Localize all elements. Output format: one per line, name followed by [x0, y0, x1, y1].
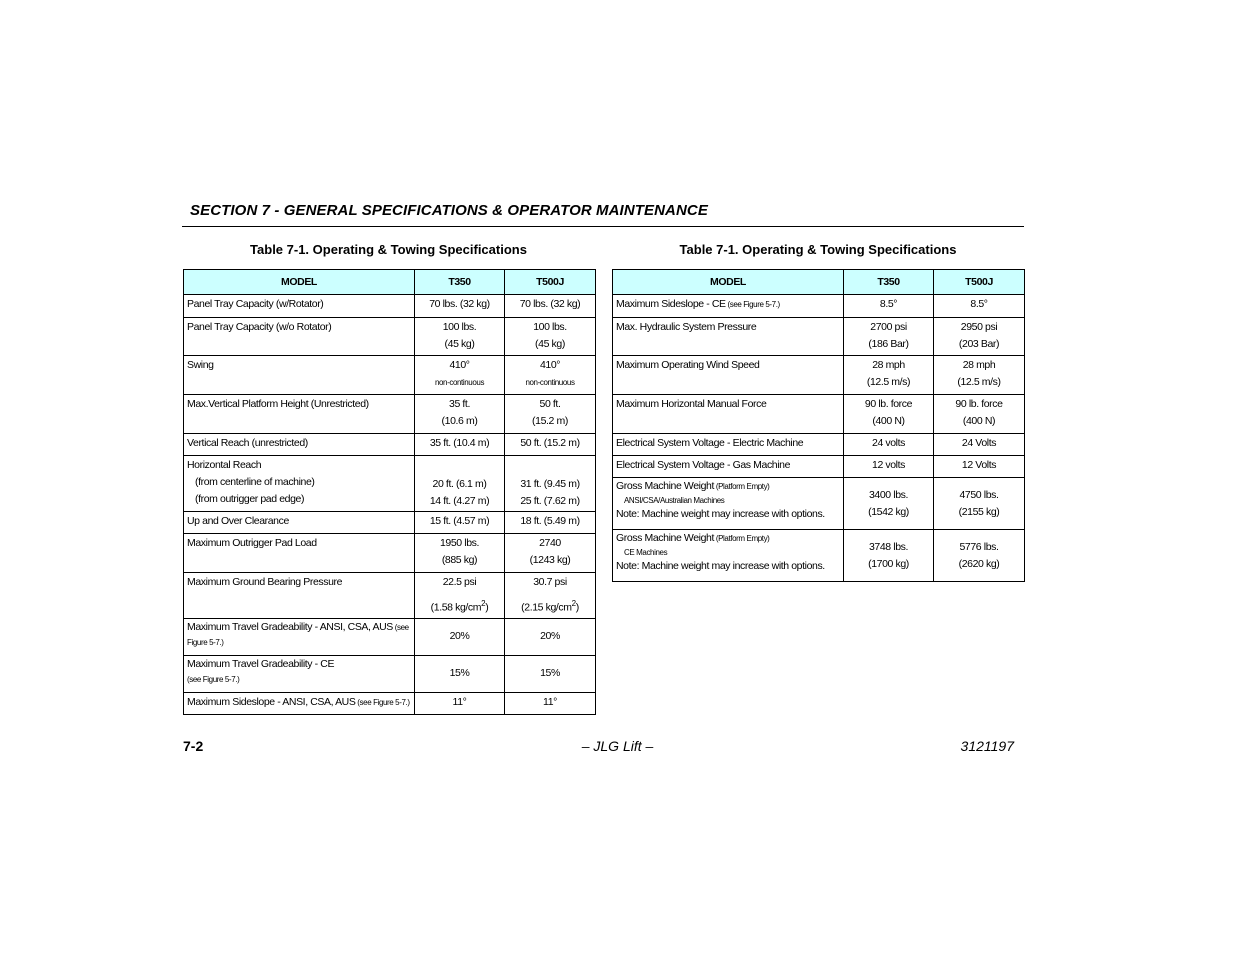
- value-line: 4750 lbs.: [959, 488, 999, 501]
- row-label-line: [616, 479, 840, 494]
- t500j-value: 15%: [505, 655, 596, 692]
- col-header-t500j: T500J: [934, 270, 1025, 295]
- row-label: Panel Tray Capacity (w/Rotator): [184, 295, 415, 318]
- row-label: [613, 295, 844, 318]
- value-line: 3400 lbs.: [868, 488, 908, 501]
- value-line: (15.2 m): [532, 415, 568, 427]
- t350-value: 24 volts: [844, 434, 934, 456]
- table-row: [184, 655, 596, 692]
- value-line: (45 kg): [535, 338, 565, 350]
- row-label: Vertical Reach (unrestricted): [184, 434, 415, 456]
- row-label: [184, 655, 415, 692]
- t350-value: 15 ft. (4.57 m): [415, 512, 505, 534]
- t350-value: [415, 356, 505, 395]
- value-line: 50 ft.: [539, 398, 561, 410]
- table-row: [613, 318, 1025, 356]
- table-row: [184, 512, 596, 534]
- row-label: [184, 456, 415, 512]
- value-line: 3748 lbs.: [868, 540, 908, 553]
- table-row: [613, 530, 1025, 582]
- table-row: [184, 434, 596, 456]
- row-label-main: Gross Machine Weight: [616, 532, 715, 544]
- t350-value: [415, 573, 505, 619]
- row-label-main: Gross Machine Weight: [616, 480, 715, 492]
- t350-value: [415, 534, 505, 573]
- value-line: (400 N): [962, 415, 996, 427]
- value-line: (203 Bar): [958, 338, 1000, 350]
- row-label: Electrical System Voltage - Gas Machine: [613, 456, 844, 478]
- t350-value: [844, 356, 934, 395]
- superscript: 2: [571, 599, 576, 608]
- value-line: (885 kg): [441, 554, 478, 566]
- value-line: 35 ft.: [449, 398, 470, 410]
- row-label-note: (see Figure 5-7.): [187, 622, 409, 647]
- table-row: [613, 456, 1025, 478]
- value-line: 28 mph: [962, 359, 996, 371]
- col-header-t350: T350: [844, 270, 934, 295]
- t500j-value: 24 Volts: [934, 434, 1025, 456]
- t500j-value: 12 Volts: [934, 456, 1025, 478]
- t500j-value: [505, 356, 596, 395]
- value-line: (2155 kg): [958, 505, 1000, 518]
- value-line: (400 N): [872, 415, 905, 427]
- value-line: 28 mph: [872, 359, 905, 371]
- left-table-caption: Table 7-1. Operating & Towing Specifications: [250, 242, 527, 257]
- table-row: [613, 434, 1025, 456]
- table-row: [184, 534, 596, 573]
- t500j-value: [934, 530, 1025, 582]
- row-label: Max.Vertical Platform Height (Unrestricted): [184, 395, 415, 434]
- value-line: 22.5 psi: [442, 576, 477, 588]
- row-label: Electrical System Voltage - Electric Machine: [613, 434, 844, 456]
- row-label: Max. Hydraulic System Pressure: [613, 318, 844, 356]
- col-header-model: MODEL: [184, 270, 415, 295]
- value-line: (1243 kg): [529, 554, 571, 566]
- t500j-value: [934, 478, 1025, 530]
- table-row: [613, 295, 1025, 318]
- table-row: [613, 356, 1025, 395]
- table-row: [184, 692, 596, 714]
- t500j-value: [934, 395, 1025, 434]
- value-text: (1.58 kg/cm: [430, 601, 482, 614]
- table-row: [184, 395, 596, 434]
- value-line: (1700 kg): [868, 557, 909, 570]
- row-label: Panel Tray Capacity (w/o Rotator): [184, 318, 415, 356]
- value-line: (10.6 m): [441, 415, 478, 427]
- table-row: [184, 295, 596, 318]
- t350-value: 20%: [415, 618, 505, 655]
- t500j-value: [505, 456, 596, 512]
- row-label-main: Maximum Sideslope - CE: [616, 298, 726, 310]
- value-note: non-continuous: [525, 378, 575, 387]
- value-line: 30.7 psi: [533, 576, 567, 588]
- value-line: 2740: [539, 537, 561, 549]
- col-header-t500j: T500J: [505, 270, 596, 295]
- value-line: 5776 lbs.: [959, 540, 999, 553]
- row-label: Swing: [184, 356, 415, 395]
- t350-value: 15%: [415, 655, 505, 692]
- table-row: [184, 618, 596, 655]
- row-label-note: (Platform Empty): [714, 482, 770, 491]
- header-rule: [182, 226, 1024, 227]
- t350-value: [844, 530, 934, 582]
- value-line: [507, 595, 593, 617]
- row-label-note: (see Figure 5-7.): [187, 674, 240, 684]
- value-line: 90 lb. force: [864, 398, 913, 410]
- row-label: Maximum Outrigger Pad Load: [184, 534, 415, 573]
- value-line: 410°: [449, 359, 470, 371]
- value-line: (45 kg): [444, 338, 475, 350]
- row-label-sub: ANSI/CSA/Australian Machines: [624, 496, 725, 505]
- row-label-main: Maximum Travel Gradeability - ANSI, CSA, AUS: [187, 620, 393, 633]
- t500j-value: [505, 534, 596, 573]
- value-line: 2700 psi: [870, 321, 907, 333]
- table-row: [613, 395, 1025, 434]
- t500j-value: [505, 318, 596, 356]
- row-label-note-line: Note: Machine weight may increase with options.: [616, 508, 825, 520]
- row-label-main: Horizontal Reach: [187, 459, 262, 471]
- row-label: [613, 530, 844, 582]
- row-label-sub: (from centerline of machine): [195, 476, 315, 488]
- value-line: 100 lbs.: [533, 321, 567, 333]
- t500j-value: 8.5°: [934, 295, 1025, 318]
- t500j-value: [934, 318, 1025, 356]
- value-line: (12.5 m/s): [957, 376, 1001, 388]
- page-number: 7-2: [183, 738, 204, 754]
- value-line: (186 Bar): [868, 338, 909, 350]
- value-line: 20 ft. (6.1 m): [432, 478, 487, 490]
- row-label-note: (see Figure 5-7.): [725, 300, 780, 309]
- value-text: ): [485, 601, 489, 614]
- value-text: (2.15 kg/cm: [521, 601, 572, 614]
- row-label-main: Maximum Sideslope - ANSI, CSA, AUS: [187, 695, 356, 708]
- table-row: [184, 356, 596, 395]
- value-line: 1950 lbs.: [439, 537, 479, 549]
- t350-value: 11°: [415, 692, 505, 714]
- t500j-value: [505, 573, 596, 619]
- t350-value: [844, 478, 934, 530]
- value-line: (2620 kg): [958, 557, 1000, 570]
- t500j-value: 70 lbs. (32 kg): [505, 295, 596, 318]
- t500j-value: 50 ft. (15.2 m): [505, 434, 596, 456]
- t350-value: [415, 318, 505, 356]
- t500j-value: [505, 395, 596, 434]
- document-number: 3121197: [960, 738, 1014, 754]
- row-label-main: Maximum Travel Gradeability - CE: [187, 657, 335, 670]
- value-note: non-continuous: [434, 378, 485, 387]
- t500j-value: 18 ft. (5.49 m): [505, 512, 596, 534]
- row-label-sub: (from outrigger pad edge): [195, 493, 305, 505]
- t350-value: [844, 395, 934, 434]
- t350-value: 12 volts: [844, 456, 934, 478]
- row-label: Up and Over Clearance: [184, 512, 415, 534]
- table-row: [184, 318, 596, 356]
- value-line: [417, 595, 502, 617]
- t350-value: [844, 318, 934, 356]
- t500j-value: 11°: [505, 692, 596, 714]
- value-line: 2950 psi: [960, 321, 998, 333]
- right-spec-table: [612, 269, 1025, 582]
- value-line: 31 ft. (9.45 m): [520, 478, 580, 490]
- t500j-value: 20%: [505, 618, 596, 655]
- row-label: [184, 692, 415, 714]
- table-header-row: [613, 270, 1025, 295]
- t350-value: 8.5°: [844, 295, 934, 318]
- t350-value: 35 ft. (10.4 m): [415, 434, 505, 456]
- row-label-line: [616, 531, 840, 546]
- value-line: 14 ft. (4.27 m): [429, 495, 490, 507]
- table-row: [184, 456, 596, 512]
- t350-value: 70 lbs. (32 kg): [415, 295, 505, 318]
- table-row: [613, 478, 1025, 530]
- superscript: 2: [481, 599, 486, 608]
- section-title: SECTION 7 - GENERAL SPECIFICATIONS & OPERATOR MAINTENANCE: [190, 202, 708, 219]
- table-header-row: [184, 270, 596, 295]
- table-row: [184, 573, 596, 619]
- value-line: 100 lbs.: [442, 321, 477, 333]
- row-label-note-line: Note: Machine weight may increase with options.: [616, 560, 825, 572]
- row-label: [184, 618, 415, 655]
- footer-brand: – JLG Lift –: [581, 738, 654, 754]
- row-label-note: (see Figure 5-7.): [355, 697, 410, 707]
- row-label-sub: CE Machines: [624, 548, 668, 557]
- left-spec-table: [183, 269, 596, 715]
- t350-value: [415, 456, 505, 512]
- row-label-note: (Platform Empty): [714, 534, 770, 543]
- value-line: (1542 kg): [868, 505, 909, 518]
- t500j-value: [934, 356, 1025, 395]
- row-label: [613, 478, 844, 530]
- col-header-model: MODEL: [613, 270, 844, 295]
- value-text: ): [575, 601, 579, 614]
- row-label: Maximum Operating Wind Speed: [613, 356, 844, 395]
- row-label: Maximum Horizontal Manual Force: [613, 395, 844, 434]
- value-line: 410°: [539, 359, 561, 371]
- value-line: 90 lb. force: [955, 398, 1003, 410]
- col-header-t350: T350: [415, 270, 505, 295]
- value-line: 25 ft. (7.62 m): [520, 495, 580, 507]
- t350-value: [415, 395, 505, 434]
- right-table-caption: Table 7-1. Operating & Towing Specifications: [679, 242, 957, 257]
- row-label: Maximum Ground Bearing Pressure: [184, 573, 415, 619]
- value-line: (12.5 m/s): [866, 376, 911, 388]
